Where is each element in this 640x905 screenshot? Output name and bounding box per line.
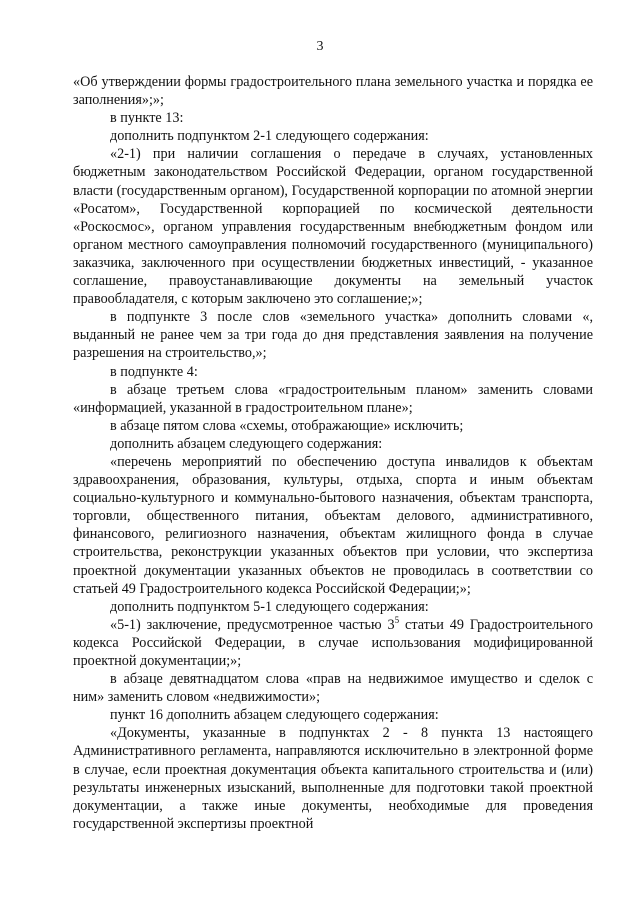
paragraph-clause-13-intro: в пункте 13:	[110, 110, 184, 127]
subclause-5-1-text-start: «5-1) заключение, предусмотренное частью 3	[110, 616, 395, 633]
paragraph-subclause-3-amendment: в подпункте 3 после слов «земельного участка» дополнить словами «, выданный не ранее чем за три года до дня представления заявления на получение разрешения на строительство,»;	[73, 309, 593, 362]
paragraph-subclause-2-1-text: «2-1) при наличии соглашения о передаче в случаях, установленных бюджетным законодательством Российской Федерации, органом государственной власти (государственным органом), Государственной корпорации по атомной энергии «Росатом», Государственной корпорацией по космической деятельности «Роскосмос», органом управления государственным внебюджетным фондом или органом местного самоуправления полномочий государственного (муниципального) заказчика, заключенного при осуществлении бюджетных инвестиций, - указанное соглашение, правоустанавливающие документы на земельный участок правообладателя, с которым заключено это соглашение;»;	[73, 146, 593, 308]
paragraph-electronic-documents-rule: «Документы, указанные в подпунктах 2 - 8 пункта 13 настоящего Административного регламента, направляются исключительно в электронной форме в случае, если проектная документация объекта капитального строительства и (или) результаты инженерных изысканий, выполненные для подготовки такой проектной документации, а также иные документы, необходимые для проведения государственной экспертизы проектной	[73, 725, 593, 832]
paragraph-subclause-5-1-text	[73, 616, 593, 670]
paragraph-nineteenth-indent-amendment: в абзаце девятнадцатом слова «прав на недвижимое имущество и сделок с ним» заменить словом «недвижимости»;	[73, 671, 593, 706]
paragraph-accessibility-measures-list: «перечень мероприятий по обеспечению доступа инвалидов к объектам здравоохранения, образования, культуры, отдыха, спорта и иным объектам социально-культурного и коммунально-бытового назначения, объектам транспорта, торговли, общественного питания, объектам делового, административного, финансового, религиозного назначения, объектам жилищного фонда в случае строительства, реконструкции указанных объектов при условии, что экспертиза проектной документации указанных объектов не проводилась в соответствии со статьей 49 Градостроительного кодекса Российской Федерации;»;	[73, 453, 593, 597]
subclause-5-1-text-end: статьи 49 Градостроительного кодекса Российской Федерации, в случае использования модифицированной проектной документации;»;	[73, 616, 593, 669]
paragraph-clause-16-intro: пункт 16 дополнить абзацем следующего содержания:	[110, 707, 439, 724]
document-body	[73, 73, 593, 833]
paragraph-third-indent-amendment: в абзаце третьем слова «градостроительным планом» заменить словами «информацией, указанной в градостроительном плане»;	[73, 381, 593, 416]
superscript-part-number: 5	[394, 614, 400, 625]
paragraph-fifth-indent-amendment: в абзаце пятом слова «схемы, отображающие» исключить;	[110, 417, 464, 434]
paragraph-add-subclause-2-1-intro: дополнить подпунктом 2-1 следующего содержания:	[110, 128, 429, 145]
paragraph-regulation-title-end: «Об утверждении формы градостроительного плана земельного участка и порядка ее заполнения»;»;	[73, 74, 593, 109]
page-number: 3	[316, 39, 324, 54]
paragraph-add-subclause-5-1-intro: дополнить подпунктом 5-1 следующего содержания:	[110, 598, 429, 615]
paragraph-subclause-4-intro: в подпункте 4:	[110, 363, 198, 380]
paragraph-add-indent-intro: дополнить абзацем следующего содержания:	[110, 435, 383, 452]
